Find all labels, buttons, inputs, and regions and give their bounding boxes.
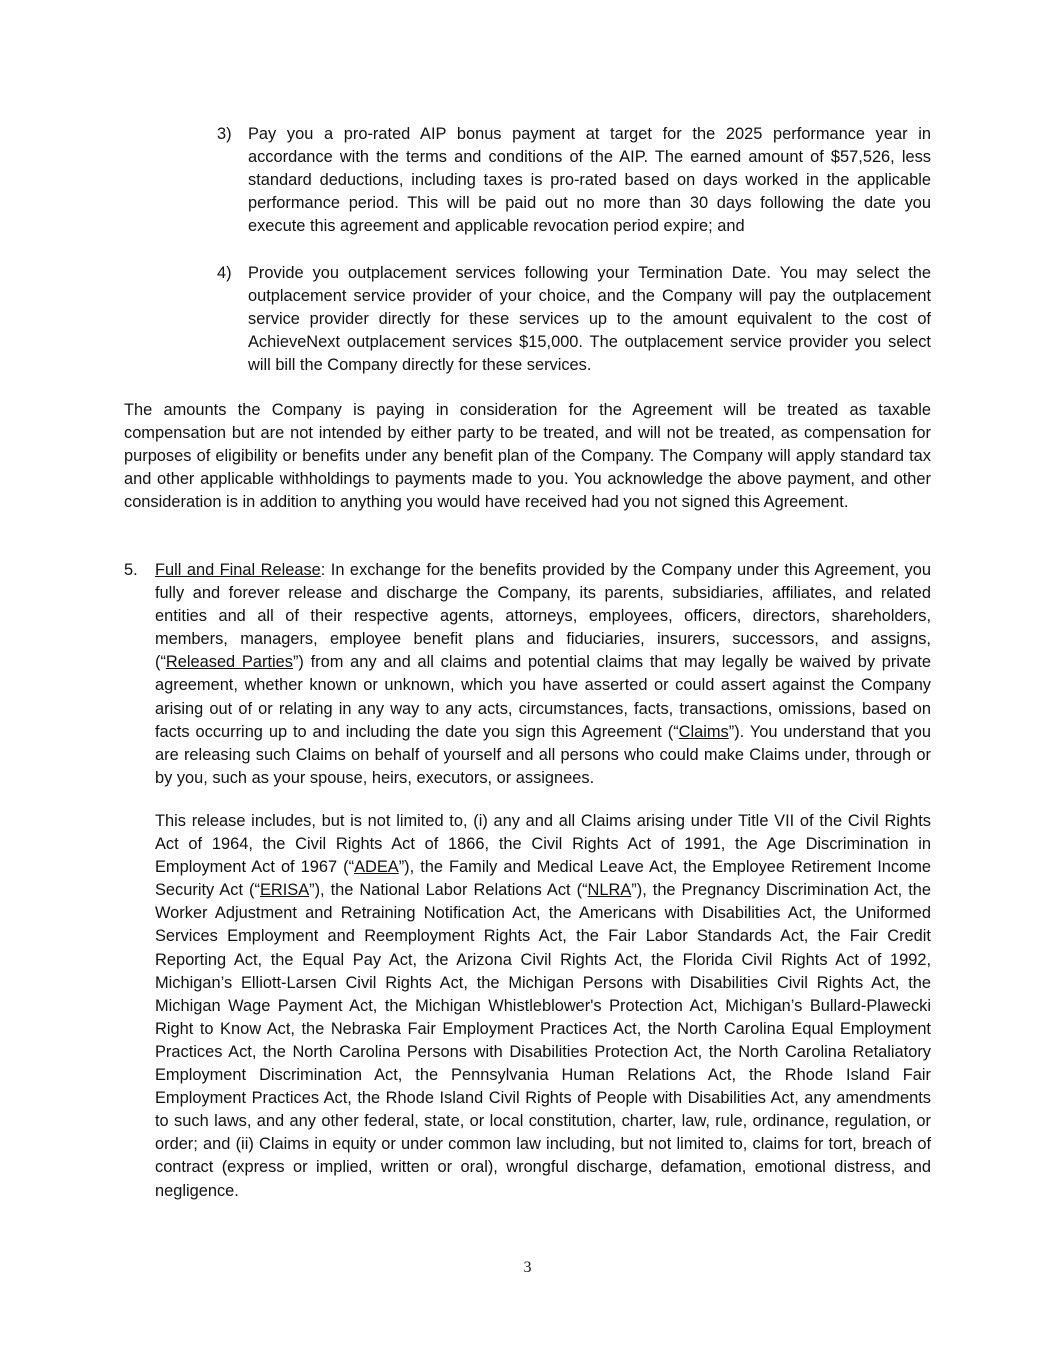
- defined-term-erisa: ERISA: [259, 881, 310, 900]
- defined-term-adea: ADEA: [354, 858, 399, 877]
- section-text: ”) from any and all claims and potential claims that may legally be waived by private agreement, whether known or unknown, which you have asserted or could assert against the Company arising out of or relating in any way to any acts, circumstances, facts, transactions, omissions, based on facts occurring up to and including the date you sign this Agreement (“: [155, 653, 931, 741]
- page-number: 3: [523, 1259, 532, 1276]
- section-text: : In exchange for the benefits provided by the Company under this Agreement, you fully and forever release and discharge the Company, its parents, subsidiaries, affiliates, and related entities and all of their respective agents, attorneys, employees, officers, directors, shareholders, members, managers, employee benefit plans and fiduciaries, insurers, successors, and assigns, (“: [155, 561, 931, 672]
- release-includes-paragraph: [155, 810, 931, 1203]
- paragraph-text: ”), the Family and Medical Leave Act, the Employee Retirement Income Security Act (“: [155, 858, 932, 900]
- amounts-paragraph: The amounts the Company is paying in consideration for the Agreement will be treated as taxable compensation but are not intended by either party to be treated, and will not be treated, as compensation for purposes of eligibility or benefits under any benefit plan of the Company. The Company will apply standard tax and other applicable withholdings to payments made to you. You acknowledge the above payment, and other consideration is in addition to anything you would have received had you not signed this Agreement.: [124, 401, 931, 512]
- section-heading: Full and Final Release: [155, 561, 321, 579]
- defined-term-claims: Claims: [678, 722, 729, 741]
- list-item-number: 3): [217, 125, 232, 143]
- defined-term-released-parties: Released Parties: [165, 653, 293, 672]
- paragraph-text: This release includes, but is not limited to, (i) any and all Claims arising under Title VII of the Civil Rights Act of 1964, the Civil Rights Act of 1866, the Civil Rights Act of 1991, the Age Discrimination in Employment Act of 1967 (“: [155, 812, 931, 877]
- section-text: ”). You understand that you are releasing such Claims on behalf of yourself and all persons who could make Claims under, through or by you, such as your spouse, heirs, executors, or assignees.: [155, 722, 931, 787]
- list-item-3: [217, 123, 931, 238]
- paragraph-text: ”), the Pregnancy Discrimination Act, the Worker Adjustment and Retraining Notification Act, the Americans with Disabilities Act, the Uniformed Services Employment and Reemployment Rights Act, the Fair Labor Standards Act, the Fair Credit Reporting Act, the Equal Pay Act, the Arizona Civil Rights Act, the Florida Civil Rights Act of 1992, Michigan’s Elliott-Larsen Civil Rights Act, the Michigan Persons with Disabilities Civil Rights Act, the Michigan Wage Payment Act, the Michigan Whistleblower's Protection Act, Michigan’s Bullard-Plawecki Right to Know Act, the Nebraska Fair Employment Practices Act, the North Carolina Equal Employment Practices Act, the North Carolina Persons with Disabilities Protection Act, the North Carolina Retaliatory Employment Discrimination Act, the Pennsylvania Human Relations Act, the Rhode Island Fair Employment Practices Act, the Rhode Island Civil Rights of People with Disabilities Act, any amendments to such laws, and any other federal, state, or local constitution, charter, law, rule, ordinance, regulation, or order; and (ii) Claims in equity or under common law including, but not limited to, claims for tort, breach of contract (express or implied, written or oral), wrongful discharge, defamation, emotional distress, and negligence.: [155, 881, 931, 1200]
- list-item-number: 4): [217, 264, 232, 282]
- section-body: [155, 559, 931, 790]
- list-item-text: Provide you outplacement services following your Termination Date. You may select the outplacement service provider of your choice, and the Company will pay the outplacement service provider directly for these services up to the amount equivalent to the cost of AchieveNext outplacement services $15,000. The outplacement service provider you select will bill the Company directly for these services.: [248, 264, 931, 375]
- section-number: 5.: [124, 561, 138, 579]
- paragraph-text: ”), the National Labor Relations Act (“: [309, 881, 588, 900]
- list-item-4: [217, 262, 931, 377]
- list-item-text: Pay you a pro-rated AIP bonus payment at target for the 2025 performance year in accordance with the terms and conditions of the AIP. The earned amount of $57,526, less standard deductions, including taxes is pro-rated based on days worked in the applicable performance period. This will be paid out no more than 30 days following the date you execute this agreement and applicable revocation period expire; and: [248, 125, 931, 236]
- section-full-and-final-release: [124, 559, 931, 790]
- defined-term-nlra: NLRA: [587, 881, 632, 900]
